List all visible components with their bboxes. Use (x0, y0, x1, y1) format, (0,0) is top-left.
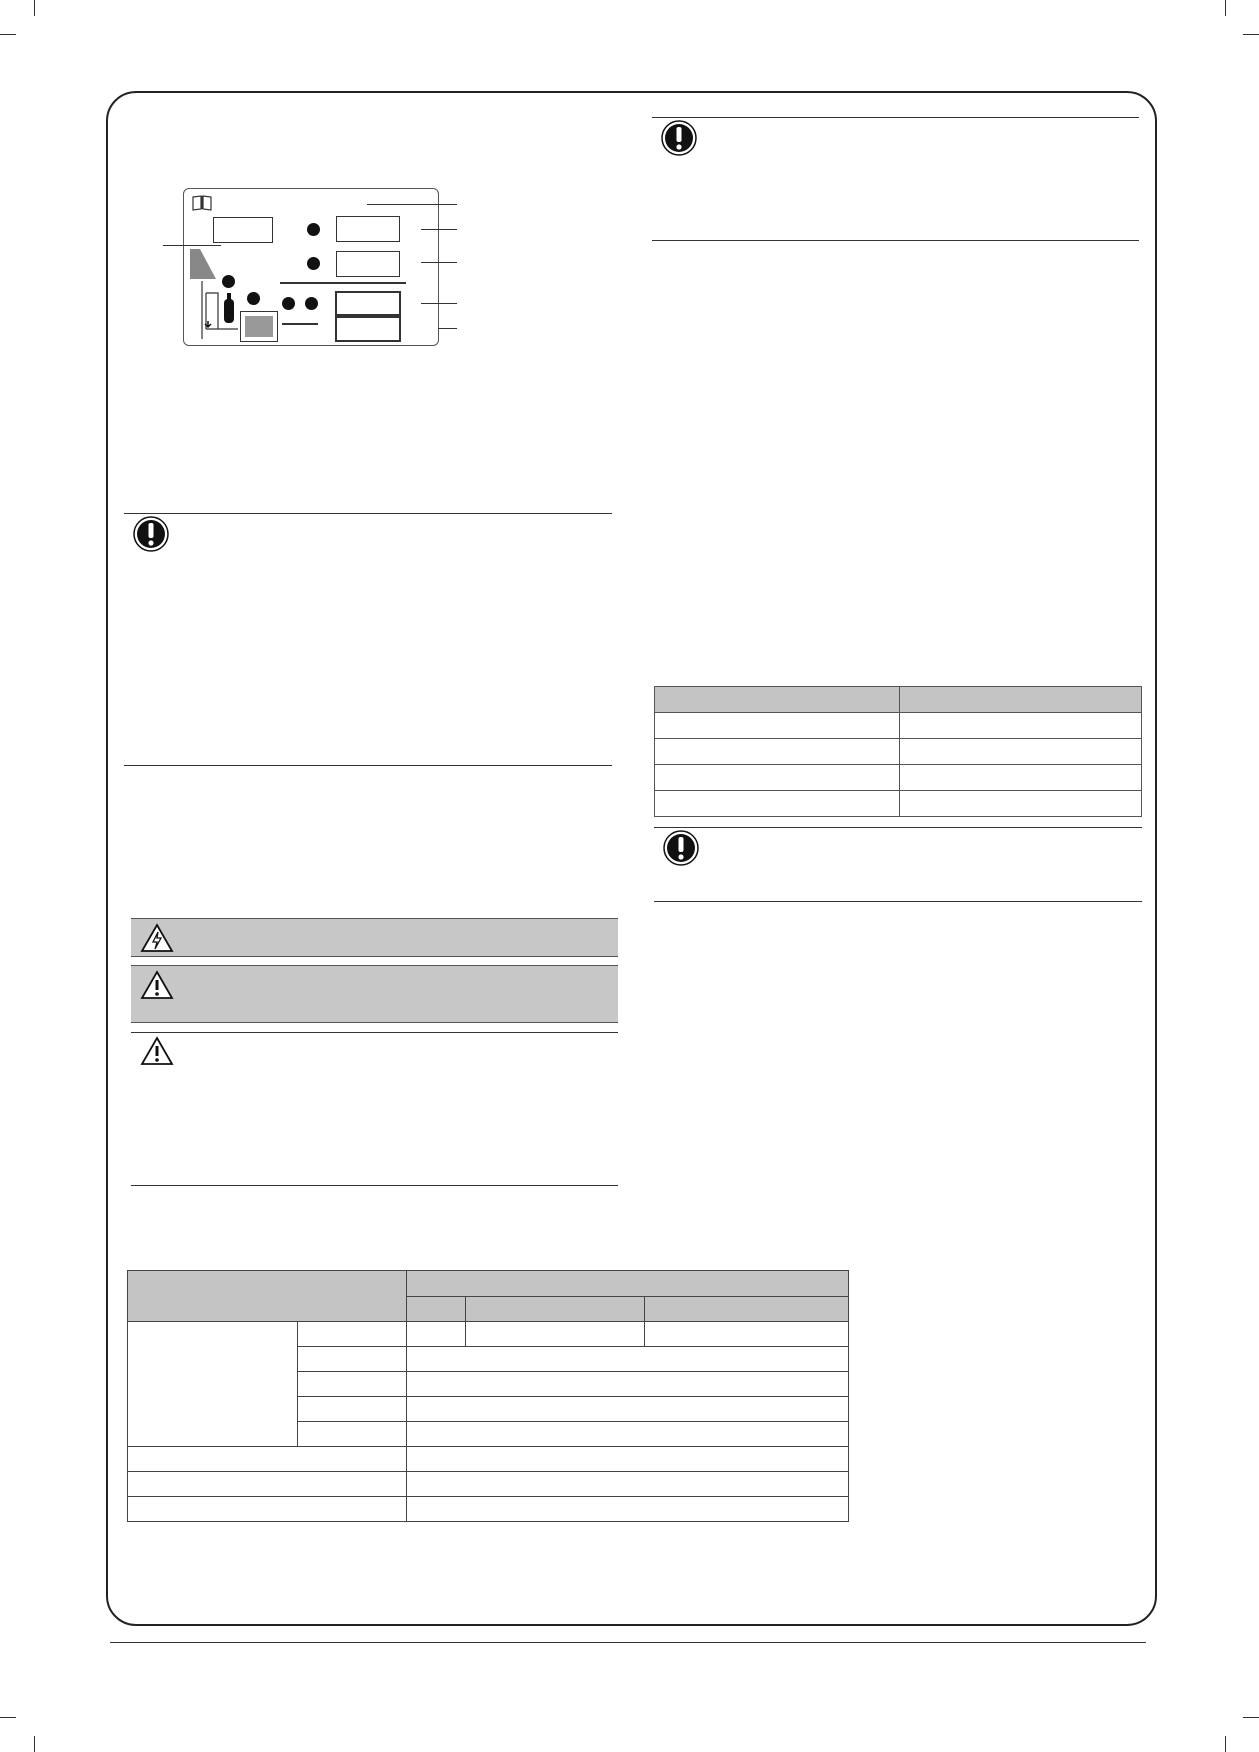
callout-leader (421, 229, 457, 230)
divider-line (282, 323, 318, 325)
table-cell (407, 1497, 849, 1522)
table-cell (407, 1397, 849, 1422)
indicator-dot (305, 297, 318, 310)
table-cell (407, 1296, 466, 1322)
button-3 (335, 291, 401, 316)
table-cell (645, 1296, 849, 1322)
table-cell (297, 1347, 406, 1372)
table-cell (655, 713, 900, 739)
table-cell (297, 1397, 406, 1422)
caution-top-rule (131, 1032, 618, 1033)
notice-top-rule (654, 827, 1142, 828)
table-cell (128, 1322, 298, 1447)
notice-bottom-rule (654, 901, 1142, 902)
callout-leader (438, 328, 457, 329)
notice-bottom-rule (652, 240, 1139, 241)
crop-mark (1225, 0, 1226, 16)
table-cell (655, 765, 900, 791)
notice-top-rule (124, 513, 612, 514)
table-row (128, 1472, 849, 1497)
table-cell (297, 1372, 406, 1397)
indicator-dot (307, 257, 320, 270)
table-row (655, 713, 1142, 739)
table-cell (407, 1372, 849, 1397)
callout-leader (367, 204, 457, 205)
indicator-dot (282, 297, 295, 310)
table-row (655, 791, 1142, 817)
crop-mark (1243, 34, 1259, 35)
crop-mark (1225, 1736, 1226, 1752)
table-cell (900, 713, 1142, 739)
exclamation-triangle-icon (140, 970, 174, 1000)
table-cell (900, 687, 1142, 713)
caution-bottom-rule (131, 1185, 618, 1186)
crop-mark (0, 34, 16, 35)
table-cell (407, 1271, 849, 1297)
callout-leader (163, 245, 221, 246)
book-icon (192, 195, 212, 211)
button-4 (335, 316, 401, 342)
warning-band (131, 965, 618, 1023)
table-row (655, 765, 1142, 791)
lightning-triangle-icon (140, 923, 174, 953)
table-cell (128, 1271, 407, 1322)
grey-button-face (245, 316, 273, 337)
table-row (128, 1497, 849, 1522)
exclamation-circle-icon (663, 830, 699, 866)
indicator-dot (247, 292, 260, 305)
table-cell (900, 739, 1142, 765)
exclamation-circle-icon (133, 516, 169, 552)
gauge-graphic (190, 249, 216, 279)
exclamation-circle-icon (661, 120, 697, 156)
table-header-row (128, 1271, 849, 1297)
table-cell (466, 1322, 645, 1347)
footer-rule (110, 1642, 1146, 1643)
table-cell (407, 1422, 849, 1447)
table-cell (407, 1347, 849, 1372)
table-cell (297, 1422, 406, 1447)
callout-leader (421, 303, 457, 304)
divider-line (280, 282, 406, 284)
table-cell (645, 1322, 849, 1347)
table-cell (407, 1447, 849, 1472)
crop-mark (0, 1717, 16, 1718)
table-cell (128, 1447, 407, 1472)
table-cell (655, 739, 900, 765)
table-cell (655, 791, 900, 817)
notice-bottom-rule (124, 765, 612, 766)
crop-mark (34, 0, 35, 16)
indicator-dot (307, 223, 320, 236)
table-row (655, 739, 1142, 765)
table-cell (900, 765, 1142, 791)
technical-data-table (127, 1270, 849, 1522)
button-1 (336, 216, 400, 242)
specification-table (654, 686, 1142, 817)
table-cell (900, 791, 1142, 817)
control-panel-diagram (183, 188, 439, 346)
pipe-graphic (198, 281, 238, 341)
table-cell (655, 687, 900, 713)
button-2 (336, 251, 400, 277)
table-cell (407, 1322, 466, 1347)
electrical-hazard-band (131, 918, 618, 957)
table-cell (128, 1497, 407, 1522)
table-cell (128, 1472, 407, 1497)
table-row (128, 1447, 849, 1472)
table-cell (297, 1322, 406, 1347)
table-cell (466, 1296, 645, 1322)
table-row (128, 1322, 849, 1347)
crop-mark (1243, 1717, 1259, 1718)
table-cell (407, 1472, 849, 1497)
exclamation-triangle-icon (140, 1036, 174, 1066)
crop-mark (34, 1736, 35, 1752)
callout-leader (421, 262, 457, 263)
notice-top-rule (652, 117, 1139, 118)
display-window (213, 217, 273, 243)
table-header-row (655, 687, 1142, 713)
